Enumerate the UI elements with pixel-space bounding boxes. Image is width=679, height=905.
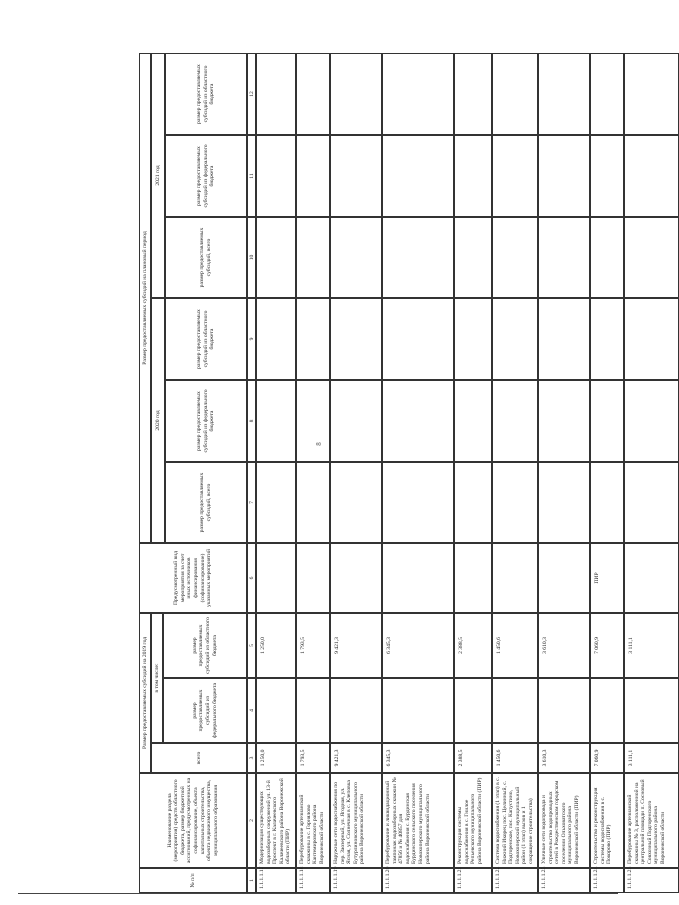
row-method bbox=[296, 543, 330, 613]
page-bottom-rule bbox=[18, 893, 618, 894]
row-2021-fed bbox=[590, 135, 624, 217]
row-obl: 7 060,9 bbox=[590, 613, 624, 678]
row-total: 1 793,5 bbox=[296, 743, 330, 773]
row-2021-obl bbox=[330, 53, 382, 135]
row-2021-fed bbox=[382, 135, 454, 217]
row-2021-fed bbox=[454, 135, 492, 217]
row-total: 3 610,3 bbox=[538, 743, 590, 773]
row-2020-fed bbox=[624, 380, 679, 462]
col-index-9: 9 bbox=[247, 298, 256, 380]
row-name: Наружные сети водоснабжения по пер. Заозерный, ул. Ягодная, ул. Ясная, ул. Солнечная в с. Клеповка Бутурлиновского муниципального района Воронежской области bbox=[330, 773, 382, 868]
row-2021-total bbox=[590, 217, 624, 298]
row-2020-obl bbox=[538, 298, 590, 380]
row-2021-total bbox=[538, 217, 590, 298]
row-2020-total bbox=[256, 462, 296, 543]
row-fed bbox=[454, 678, 492, 743]
col-index-5: 5 bbox=[247, 613, 256, 678]
row-method bbox=[330, 543, 382, 613]
row-fed bbox=[382, 678, 454, 743]
row-2021-total bbox=[624, 217, 679, 298]
row-method: ПИР bbox=[590, 543, 624, 613]
row-2020-fed bbox=[382, 380, 454, 462]
row-obl: 3 610,3 bbox=[538, 613, 590, 678]
row-2021-fed bbox=[330, 135, 382, 217]
row-fed bbox=[538, 678, 590, 743]
col-index-3: 3 bbox=[247, 743, 256, 773]
header-col-fed: размер предоставляемых субсидий из федерального бюджета bbox=[163, 678, 247, 743]
row-2021-total bbox=[296, 217, 330, 298]
row-name: Реконструкция системы водоснабжения в с. Гнилое Репьевского муниципального района Воронежской области (ПИР) bbox=[454, 773, 492, 868]
page-number: 8 bbox=[314, 442, 323, 446]
header-col-method: Предусмотренный вид мероприятия за счет иных источников финансирования (софинансирование) указанных мероприятий bbox=[139, 543, 247, 613]
row-total: 6 345,3 bbox=[382, 743, 454, 773]
row-2021-obl bbox=[454, 53, 492, 135]
row-2020-fed bbox=[590, 380, 624, 462]
row-name: Строительство и реконструкция системы водоснабжения в с. Покорово (ПИР) bbox=[590, 773, 624, 868]
row-2020-obl bbox=[454, 298, 492, 380]
row-2021-total bbox=[492, 217, 538, 298]
row-total: 7 060,9 bbox=[590, 743, 624, 773]
row-obl: 1 793,5 bbox=[296, 613, 330, 678]
row-id: 1.1.1.1.19 bbox=[330, 868, 382, 893]
row-id: 1.1.1.1.24 bbox=[590, 868, 624, 893]
header-2020-obl: размер предоставляемых субсидий из областного бюджета bbox=[165, 298, 247, 380]
row-total: 1 250,0 bbox=[256, 743, 296, 773]
row-2021-obl bbox=[590, 53, 624, 135]
row-2020-fed bbox=[454, 380, 492, 462]
col-index-2: 2 bbox=[247, 773, 256, 868]
row-name: Перебурование артезианской скважины № 3, расположенной на центральной площади п. Сосновый Совхозный Подгоренского муниципального района Воронежской области bbox=[624, 773, 679, 868]
row-obl: 6 345,3 bbox=[382, 613, 454, 678]
row-id: 1.1.1.1.23 bbox=[538, 868, 590, 893]
row-id: 1.1.1.1.18 bbox=[296, 868, 330, 893]
col-index-4: 4 bbox=[247, 678, 256, 743]
row-2020-obl bbox=[382, 298, 454, 380]
header-col-num: № п/п bbox=[139, 868, 247, 893]
header-group-2019: Размер предоставляемых субсидий на 2019 год bbox=[139, 613, 151, 773]
row-name: Перебурование и ликвидационный тампонаж водозаборных скважин № 47856 и № 40857 для водоснабжения с. Бурдинская Бурдинского сельского поселения Новохоперского муниципального района Воронежской области bbox=[382, 773, 454, 868]
row-method bbox=[256, 543, 296, 613]
row-fed bbox=[256, 678, 296, 743]
row-id: 1.1.1.1.20 bbox=[382, 868, 454, 893]
row-2020-obl bbox=[256, 298, 296, 380]
row-2021-fed bbox=[256, 135, 296, 217]
table-rotated-frame bbox=[139, 53, 666, 893]
row-2021-obl bbox=[624, 53, 679, 135]
row-id: 1.1.1.1.22 bbox=[492, 868, 538, 893]
header-col-total: всего bbox=[151, 743, 247, 773]
row-total: 2 388,5 bbox=[454, 743, 492, 773]
row-total: 1 450,6 bbox=[492, 743, 538, 773]
header-2020-fed: размер предоставляемых субсидий из федерального бюджета bbox=[165, 380, 247, 462]
header-2020-total: размер предоставляемых субсидий, всего bbox=[165, 462, 247, 543]
header-2021-total: размер предоставляемых субсидий, всего bbox=[165, 217, 247, 298]
header-col-name: Наименование раздела (мероприятия) средств областного бюджета, размер бюджетной ассигнований, предусмотренных на софинансирование, объекта капитальных строительства, объекта недвижимого имущества, муниципального образования bbox=[139, 773, 247, 868]
row-obl: 2 388,5 bbox=[454, 613, 492, 678]
col-index-11: 11 bbox=[247, 135, 256, 217]
row-fed bbox=[296, 678, 330, 743]
row-2020-obl bbox=[624, 298, 679, 380]
col-index-8: 8 bbox=[247, 380, 256, 462]
row-2021-obl bbox=[492, 53, 538, 135]
header-col-obl: размер предоставляемых субсидий из областного бюджета bbox=[163, 613, 247, 678]
row-2021-total bbox=[330, 217, 382, 298]
row-obl: 3 111,1 bbox=[624, 613, 679, 678]
row-fed bbox=[330, 678, 382, 743]
row-2021-total bbox=[454, 217, 492, 298]
row-2020-obl bbox=[492, 298, 538, 380]
row-2020-total bbox=[624, 462, 679, 543]
row-2020-fed bbox=[296, 380, 330, 462]
row-name: Уличные сети водопровода и строительство водопроводных сетей в Рождественском городском поселении Ольховатского муниципального района Воронежской области (ПИР) bbox=[538, 773, 590, 868]
row-2020-total bbox=[382, 462, 454, 543]
col-index-7: 7 bbox=[247, 462, 256, 543]
header-2021-obl: размер предоставляемых субсидий из областного бюджета bbox=[165, 53, 247, 135]
row-method bbox=[624, 543, 679, 613]
header-group-next: Размер предоставляемых субсидий на плановый период bbox=[139, 53, 151, 543]
row-2021-total bbox=[382, 217, 454, 298]
row-2020-obl bbox=[330, 298, 382, 380]
row-obl: 1 450,6 bbox=[492, 613, 538, 678]
row-2020-total bbox=[454, 462, 492, 543]
col-index-12: 12 bbox=[247, 53, 256, 135]
row-2021-fed bbox=[624, 135, 679, 217]
row-method bbox=[492, 543, 538, 613]
subsidies-table bbox=[139, 53, 666, 893]
row-name: Система водоснабжения (1 этап) в с. Нижний Икорец пос. Целинный, с. Подгоренское, пос. Капустино, Новохоперский муниципальный район (1 этап) вызов и 1 сокращение строительства) bbox=[492, 773, 538, 868]
row-2020-total bbox=[590, 462, 624, 543]
row-fed bbox=[492, 678, 538, 743]
row-obl: 9 421,3 bbox=[330, 613, 382, 678]
row-2020-fed bbox=[538, 380, 590, 462]
row-total: 9 421,3 bbox=[330, 743, 382, 773]
row-method bbox=[454, 543, 492, 613]
row-2020-fed bbox=[330, 380, 382, 462]
row-method bbox=[382, 543, 454, 613]
row-id: 1.1.1.1.21 bbox=[454, 868, 492, 893]
row-2021-fed bbox=[538, 135, 590, 217]
row-id: 1.1.1.1.25 bbox=[624, 868, 679, 893]
row-2020-total bbox=[492, 462, 538, 543]
row-2020-fed bbox=[492, 380, 538, 462]
row-2020-fed bbox=[256, 380, 296, 462]
row-2021-fed bbox=[492, 135, 538, 217]
row-2021-obl bbox=[256, 53, 296, 135]
row-2020-total bbox=[330, 462, 382, 543]
row-2020-obl bbox=[590, 298, 624, 380]
row-2021-total bbox=[256, 217, 296, 298]
row-method bbox=[538, 543, 590, 613]
row-2021-obl bbox=[538, 53, 590, 135]
col-index-10: 10 bbox=[247, 217, 256, 298]
row-name: Перебурование артезианской скважины в с. Горнялово Кантемировского района Воронежской области bbox=[296, 773, 330, 868]
row-fed bbox=[624, 678, 679, 743]
row-2021-fed bbox=[296, 135, 330, 217]
row-total: 3 111,1 bbox=[624, 743, 679, 773]
header-sub-incl: в том числе: bbox=[151, 613, 163, 743]
header-year-2020: 2020 год bbox=[151, 298, 165, 543]
row-2020-total bbox=[538, 462, 590, 543]
header-year-2021: 2021 год bbox=[151, 53, 165, 298]
row-name: Модернизация существующих водозаборных сооружений ул. 13-й Проспект в г. Калачеевского Калачеевского района Воронежской области (ПИР) bbox=[256, 773, 296, 868]
row-2020-obl bbox=[296, 298, 330, 380]
row-2021-obl bbox=[296, 53, 330, 135]
col-index-1: 1 bbox=[247, 868, 256, 893]
row-2020-total bbox=[296, 462, 330, 543]
header-2021-fed: размер предоставляемых субсидий из федерального бюджета bbox=[165, 135, 247, 217]
col-index-6: 6 bbox=[247, 543, 256, 613]
row-id: 1.1.1.1.17 bbox=[256, 868, 296, 893]
row-obl: 1 250,0 bbox=[256, 613, 296, 678]
row-2021-obl bbox=[382, 53, 454, 135]
row-fed bbox=[590, 678, 624, 743]
